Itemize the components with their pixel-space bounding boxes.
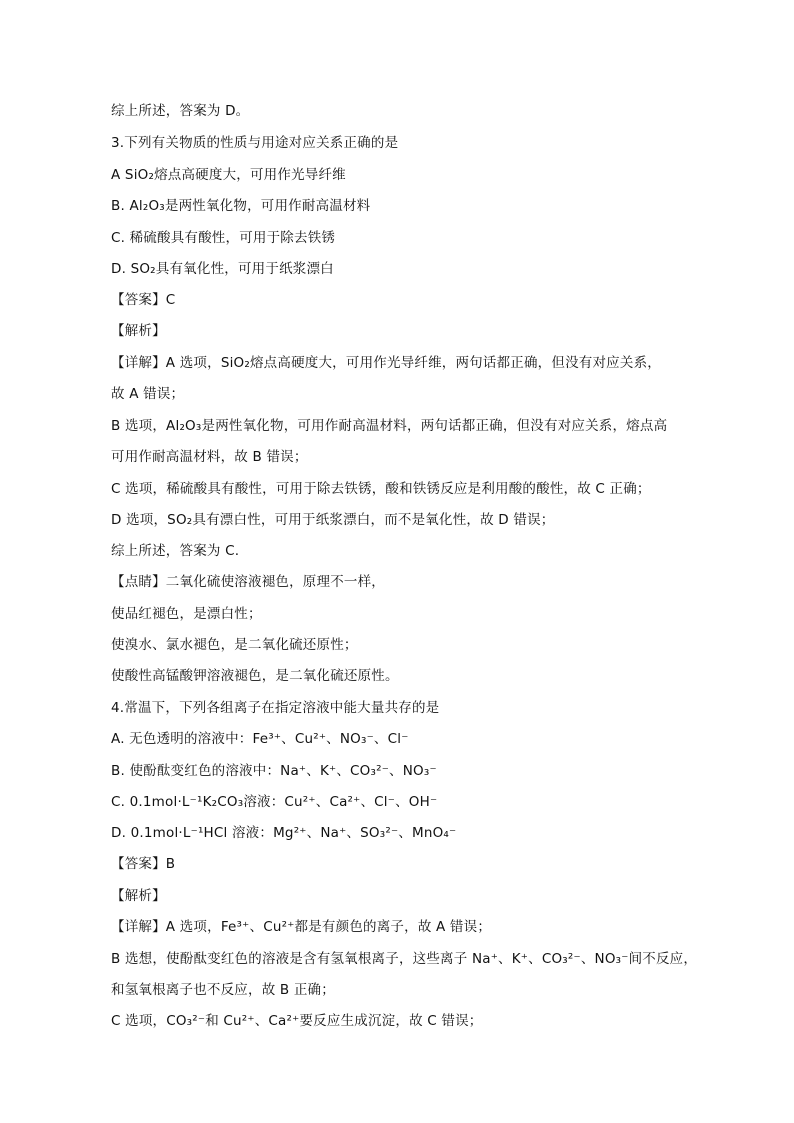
question-3-tip-heading: 【点睛】二氧化硫使溶液褪色，原理不一样， [111, 574, 385, 590]
question-4-detail-b-line1: B 选想，使酚酞变红色的溶液是含有氢氧根离子，这些离子 Na⁺、K⁺、CO₃²⁻、NO₃⁻间不反应， [111, 951, 698, 967]
question-3-detail-b-line1: B 选项，Al₂O₃是两性氧化物，可用作耐高温材料，两句话都正确，但没有对应关系，熔点高 [111, 418, 668, 434]
question-4-stem: 4.常温下，下列各组离子在指定溶液中能大量共存的是 [111, 700, 440, 716]
question-3-option-c: C. 稀硫酸具有酸性，可用于除去铁锈 [111, 230, 336, 246]
question-3-detail-a-line2: 故 A 错误； [111, 386, 185, 402]
conclusion-q2: 综上所述，答案为 D。 [111, 103, 250, 119]
question-3-detail-d: D 选项，SO₂具有漂白性，可用于纸浆漂白，而不是氧化性，故 D 错误； [111, 512, 555, 528]
question-4-option-b: B. 使酚酞变红色的溶液中：Na⁺、K⁺、CO₃²⁻、NO₃⁻ [111, 763, 437, 779]
question-4-detail-b-line2: 和氢氧根离子也不反应，故 B 正确； [111, 982, 335, 998]
question-3-tip-line1: 使品红褪色，是漂白性； [111, 606, 262, 622]
question-3-analysis-heading: 【解析】 [111, 323, 166, 339]
question-3-conclusion: 综上所述，答案为 C. [111, 543, 240, 559]
question-3-option-d: D. SO₂具有氧化性，可用于纸浆漂白 [111, 261, 334, 277]
question-3-detail-b-line2: 可用作耐高温材料，故 B 错误； [111, 449, 308, 465]
question-4-answer: 【答案】B [111, 856, 176, 872]
question-4-option-a: A. 无色透明的溶液中：Fe³⁺、Cu²⁺、NO₃⁻、Cl⁻ [111, 731, 409, 747]
question-3-stem: 3.下列有关物质的性质与用途对应关系正确的是 [111, 135, 399, 151]
question-4-option-d: D. 0.1mol·L⁻¹HCl 溶液：Mg²⁺、Na⁺、SO₃²⁻、MnO₄⁻ [111, 825, 457, 841]
question-4-detail-c: C 选项，CO₃²⁻和 Cu²⁺、Ca²⁺要反应生成沉淀，故 C 错误； [111, 1013, 483, 1029]
question-3-detail-a-line1: 【详解】A 选项，SiO₂熔点高硬度大，可用作光导纤维，两句话都正确，但没有对应关系， [111, 355, 661, 371]
question-3-tip-line3: 使酸性高锰酸钾溶液褪色，是二氧化硫还原性。 [111, 668, 399, 684]
question-3-option-a: A SiO₂熔点高硬度大，可用作光导纤维 [111, 167, 346, 183]
question-3-answer: 【答案】C [111, 292, 176, 308]
question-3-option-b: B. Al₂O₃是两性氧化物，可用作耐高温材料 [111, 198, 371, 214]
question-4-option-c: C. 0.1mol·L⁻¹K₂CO₃溶液：Cu²⁺、Ca²⁺、Cl⁻、OH⁻ [111, 794, 438, 810]
question-4-analysis-heading: 【解析】 [111, 888, 166, 904]
question-3-tip-line2: 使溴水、氯水褪色，是二氧化硫还原性； [111, 637, 358, 653]
question-3-detail-c: C 选项，稀硫酸具有酸性，可用于除去铁锈，酸和铁锈反应是利用酸的酸性，故 C 正确； [111, 481, 651, 497]
question-4-detail-a: 【详解】A 选项，Fe³⁺、Cu²⁺都是有颜色的离子，故 A 错误； [111, 919, 492, 935]
